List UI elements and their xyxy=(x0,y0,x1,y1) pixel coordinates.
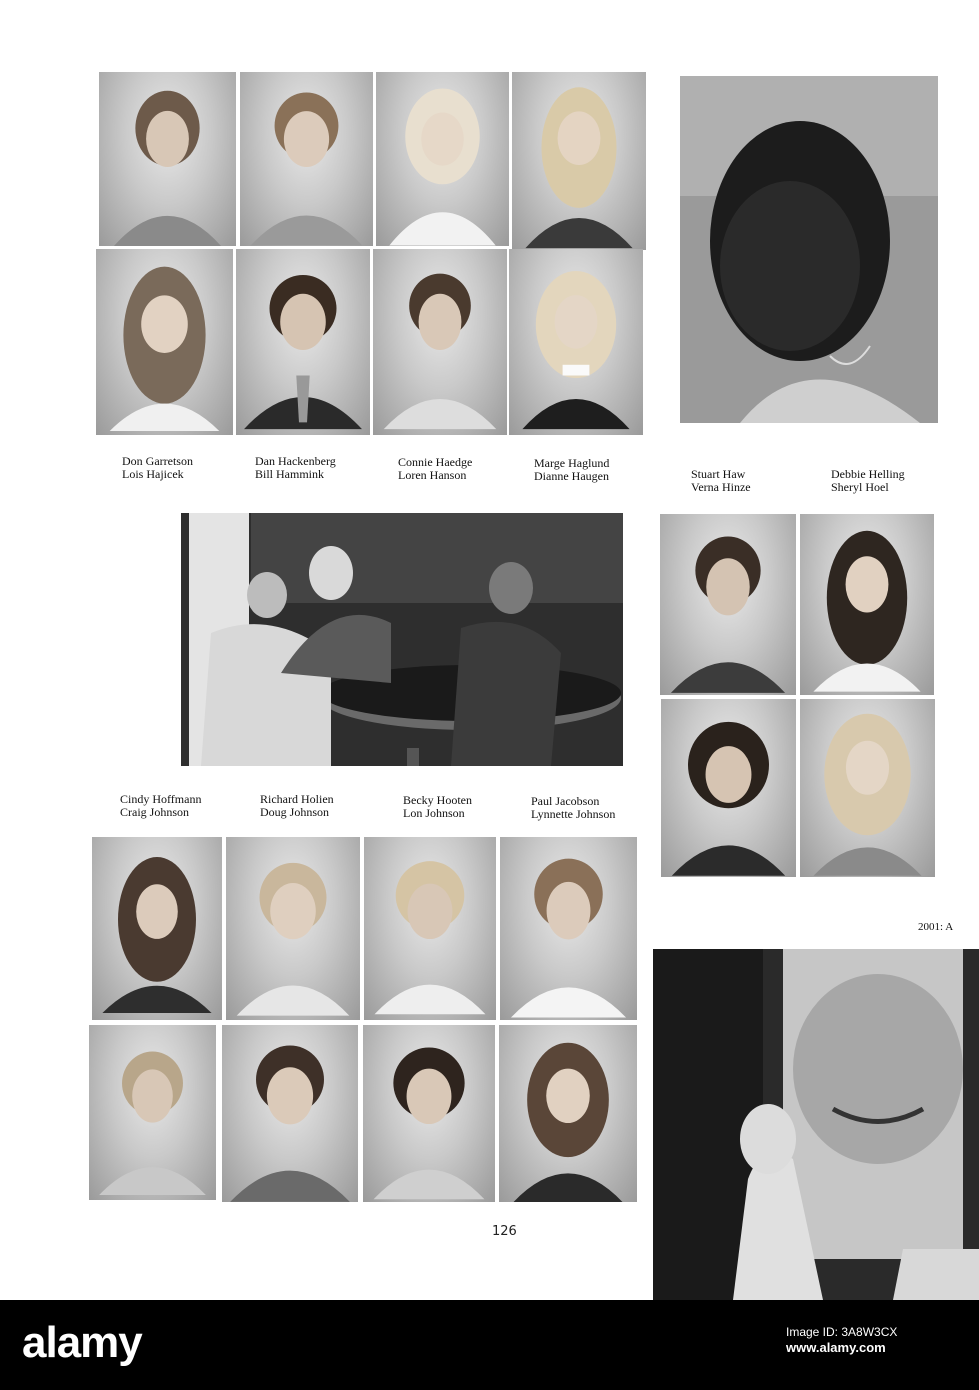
student-name: Sheryl Hoel xyxy=(831,480,889,494)
student-name: Connie Haedge xyxy=(398,455,473,469)
candid-photo-cafeteria xyxy=(181,513,623,766)
portrait-photo xyxy=(226,837,360,1020)
student-name: Lon Johnson xyxy=(403,806,465,820)
stock-watermark-bar xyxy=(0,1300,979,1390)
name-pair xyxy=(255,455,336,481)
name-pair xyxy=(120,793,201,819)
portrait-photo xyxy=(92,837,222,1020)
name-pair xyxy=(691,468,751,494)
portrait-photo xyxy=(89,1025,216,1200)
portrait-photo xyxy=(660,514,796,695)
portrait-photo xyxy=(363,1025,495,1202)
student-name: Craig Johnson xyxy=(120,805,189,819)
portrait-photo xyxy=(376,72,509,246)
portrait-photo xyxy=(240,72,373,246)
student-name: Becky Hooten xyxy=(403,793,472,807)
portrait-photo xyxy=(236,249,370,435)
photo-caption: 2001: A xyxy=(918,921,954,933)
image-id-label: Image ID: 3A8W3CX xyxy=(786,1325,898,1339)
portrait-photo xyxy=(222,1025,358,1202)
portrait-photo xyxy=(661,699,796,877)
student-name: Bill Hammink xyxy=(255,467,324,481)
page-number: 126 xyxy=(492,1224,517,1239)
portrait-photo xyxy=(800,514,934,695)
portrait-photo xyxy=(500,837,637,1020)
name-pair xyxy=(260,793,334,819)
alamy-logo: alamy xyxy=(22,1318,142,1367)
student-name: Doug Johnson xyxy=(260,805,330,819)
student-name: Dianne Haugen xyxy=(534,469,609,483)
student-name: Dan Hackenberg xyxy=(255,454,336,468)
site-url: www.alamy.com xyxy=(786,1340,886,1355)
student-name: Lynnette Johnson xyxy=(531,807,616,821)
candid-photo-student-portrait xyxy=(680,76,938,423)
student-name: Loren Hanson xyxy=(398,468,467,482)
portrait-photo xyxy=(96,249,233,435)
student-name: Debbie Helling xyxy=(831,467,905,481)
name-pair xyxy=(531,795,615,821)
name-pair xyxy=(831,468,905,494)
candid-photo-plastic-mask xyxy=(653,949,979,1300)
student-name: Richard Holien xyxy=(260,792,334,806)
portrait-photo xyxy=(364,837,496,1020)
name-pair xyxy=(403,794,472,820)
student-name: Stuart Haw xyxy=(691,467,746,481)
portrait-photo xyxy=(99,72,236,246)
student-name: Marge Haglund xyxy=(534,456,610,470)
student-name: Lois Hajicek xyxy=(122,467,184,481)
student-name: Paul Jacobson xyxy=(531,794,600,808)
portrait-photo xyxy=(800,699,935,877)
student-name: Don Garretson xyxy=(122,454,193,468)
portrait-photo xyxy=(512,72,646,250)
student-name: Cindy Hoffmann xyxy=(120,792,202,806)
name-pair xyxy=(398,456,472,482)
portrait-photo xyxy=(509,249,643,435)
portrait-photo xyxy=(373,249,507,435)
portrait-photo xyxy=(499,1025,637,1202)
student-name: Verna Hinze xyxy=(691,480,751,494)
name-pair xyxy=(534,457,609,483)
image-id-block xyxy=(786,1324,897,1356)
name-pair xyxy=(122,455,193,481)
